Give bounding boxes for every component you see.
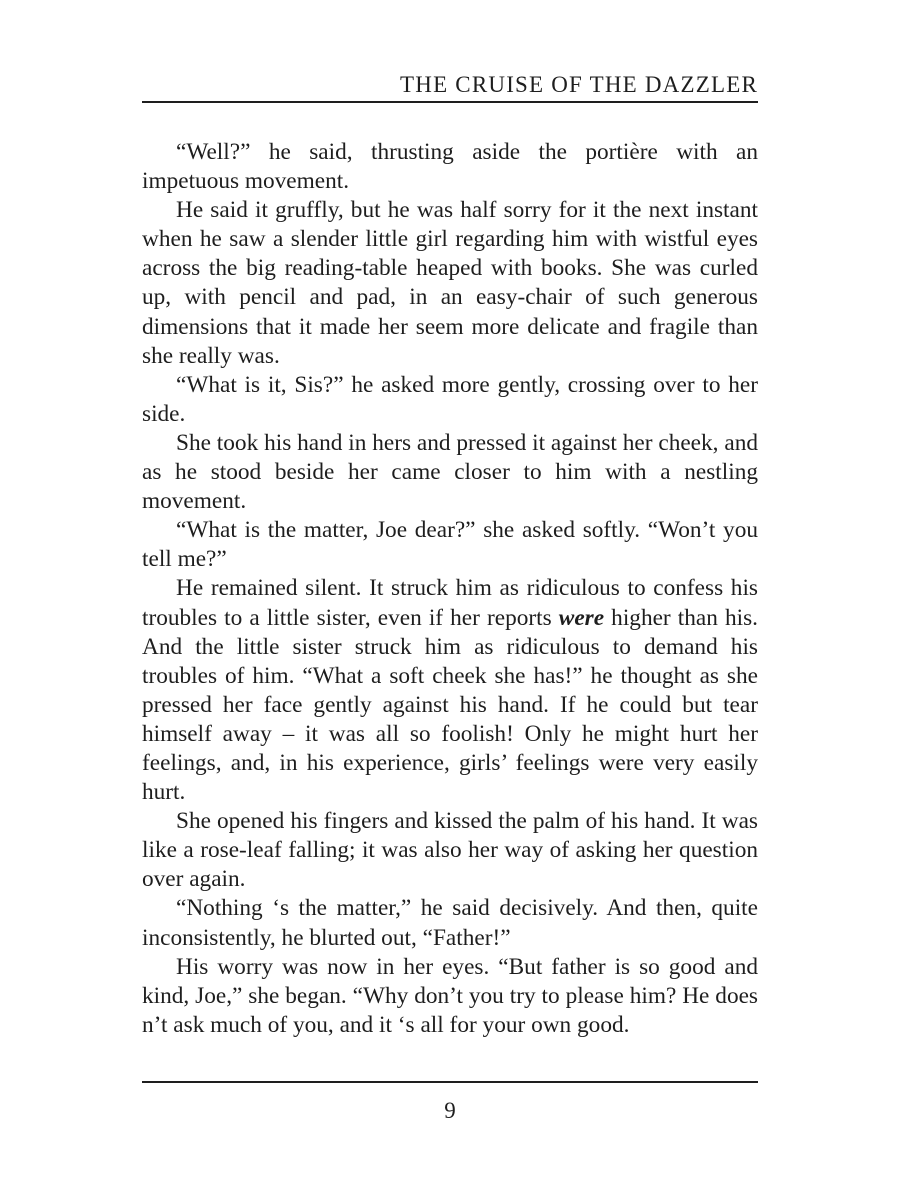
paragraph: “Nothing ‘s the matter,” he said decisively. And then, quite inconsistently, he blurted out, “Father!” xyxy=(142,895,758,951)
footer-rule xyxy=(142,1081,758,1083)
body-text xyxy=(142,138,758,1040)
paragraph-text: higher than his. And the little sister struck him as ridiculous to demand his troubles of him. “What a soft cheek she has!” he thought as she pressed her face gently against his hand. If he could but tear himself away – it was all so foolish! Only he might hurt her feelings, and, in his experience, girls’ feelings were very easily hurt. xyxy=(142,604,758,806)
paragraph-text: He remained silent. It struck him as ridiculous to confess his troubles to a little sister, even if her reports xyxy=(142,575,758,631)
paragraph: “What is it, Sis?” he asked more gently, crossing over to her side. xyxy=(142,371,758,427)
paragraph: She took his hand in hers and pressed it against her cheek, and as he stood beside her came closer to him with a nestling movement. xyxy=(142,429,758,515)
header-rule xyxy=(142,101,758,103)
paragraph: His worry was now in her eyes. “But father is so good and kind, Joe,” she began. “Why don’t you try to please him? He does n’t ask much of you, and it ‘s all for your own good. xyxy=(142,953,758,1038)
running-title: THE CRUISE OF THE DAZZLER xyxy=(400,72,758,97)
paragraph: “What is the matter, Joe dear?” she asked softly. “Won’t you tell me?” xyxy=(142,517,758,573)
paragraph: “Well?” he said, thrusting aside the portière with an impetuous movement. xyxy=(142,139,758,195)
page-number: 9 xyxy=(444,1098,456,1123)
paragraph: She opened his fingers and kissed the palm of his hand. It was like a rose-leaf falling; it was also her way of asking her question over again. xyxy=(142,808,758,893)
emphasized-word: were xyxy=(558,604,605,631)
paragraph: He said it gruffly, but he was half sorry for it the next instant when he saw a slender little girl regarding him with wistful eyes across the big reading-table heaped with books. She was curled up, with pencil and pad, in an easy-chair of such generous dimensions that it made her seem more delicate and fragile than she really was. xyxy=(142,197,758,369)
paragraph xyxy=(142,574,758,807)
